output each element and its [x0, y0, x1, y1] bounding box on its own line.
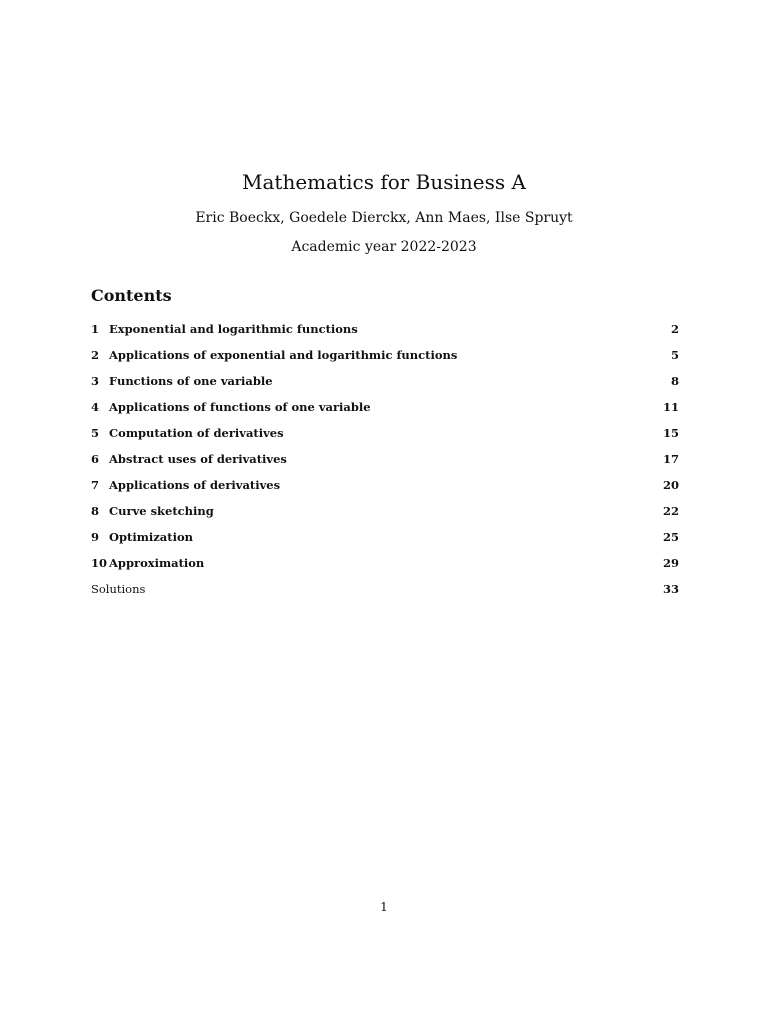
document-title: Mathematics for Business A	[242, 170, 526, 194]
toc-entry[interactable]	[91, 524, 679, 550]
toc-entry-number: 4	[91, 400, 100, 414]
toc-entry-page: 20	[662, 478, 679, 492]
toc-entry-label: Applications of derivatives	[109, 478, 281, 492]
toc-entry[interactable]	[91, 420, 679, 446]
toc-entry-label: Computation of derivatives	[109, 426, 284, 440]
toc-entry-label: Solutions	[91, 582, 146, 596]
toc-entry-number: 10	[91, 556, 108, 570]
toc-entry-page: 17	[662, 452, 679, 466]
toc-entry-label: Abstract uses of derivatives	[109, 452, 287, 466]
toc-entry-number: 2	[91, 348, 100, 362]
toc-entry-label: Functions of one variable	[109, 374, 273, 388]
academic-year: Academic year 2022-2023	[291, 239, 477, 255]
toc-entry-page: 25	[662, 530, 679, 544]
toc-entry-number: 5	[91, 426, 100, 440]
toc-entry[interactable]	[91, 498, 679, 524]
toc-entry[interactable]	[91, 368, 679, 394]
toc-entry[interactable]	[91, 316, 679, 342]
toc-entry-page: 2	[670, 322, 679, 336]
toc-entry-number: 9	[91, 530, 100, 544]
toc-entry-label: Applications of exponential and logarithmic functions	[109, 348, 458, 362]
toc-entry-solutions[interactable]	[91, 576, 679, 602]
toc-entry[interactable]	[91, 342, 679, 368]
document-authors: Eric Boeckx, Goedele Dierckx, Ann Maes, Ilse Spruyt	[195, 210, 573, 226]
toc-entry-number: 1	[91, 322, 100, 336]
toc-entry-page: 29	[662, 556, 679, 570]
toc-entry[interactable]	[91, 394, 679, 420]
toc-entry-page: 11	[662, 400, 679, 414]
toc-entry-number: 3	[91, 374, 100, 388]
toc-entry-page: 5	[670, 348, 679, 362]
toc-entry-label: Curve sketching	[109, 504, 214, 518]
toc-entry[interactable]	[91, 550, 679, 576]
toc-entry-label: Exponential and logarithmic functions	[109, 322, 358, 336]
toc-entry-number: 7	[91, 478, 100, 492]
toc-entry[interactable]	[91, 446, 679, 472]
toc-entry[interactable]	[91, 472, 679, 498]
table-of-contents	[91, 316, 679, 602]
toc-entry-number: 6	[91, 452, 100, 466]
contents-heading: Contents	[91, 286, 172, 305]
toc-entry-label: Optimization	[109, 530, 193, 544]
toc-entry-page: 22	[662, 504, 679, 518]
toc-entry-label: Applications of functions of one variable	[109, 400, 371, 414]
toc-entry-page: 15	[662, 426, 679, 440]
toc-entry-number: 8	[91, 504, 100, 518]
page-number: 1	[380, 900, 388, 914]
toc-entry-page: 8	[670, 374, 679, 388]
toc-entry-label: Approximation	[109, 556, 205, 570]
toc-entry-page: 33	[662, 582, 679, 596]
